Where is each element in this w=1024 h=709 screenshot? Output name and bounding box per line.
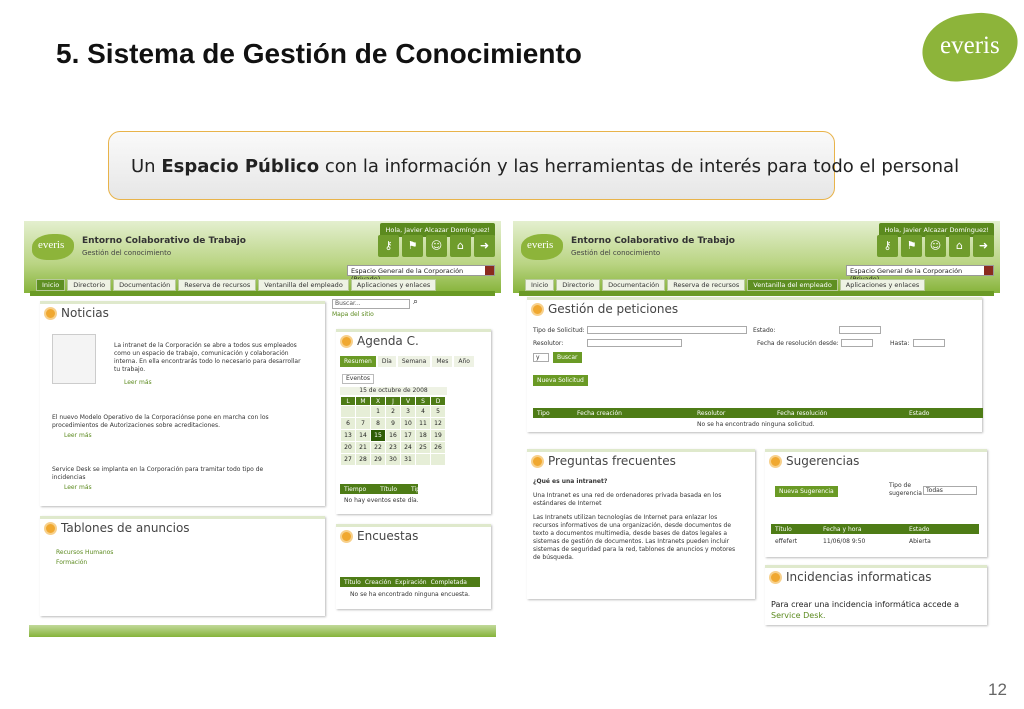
news-title: Noticias: [61, 306, 109, 320]
surveys-icon: [340, 530, 353, 543]
new-request-button[interactable]: Nueva Solicitud: [533, 375, 588, 386]
portal-logo: everis: [32, 234, 74, 260]
everis-logo: [922, 14, 1018, 80]
and-or-select[interactable]: y: [533, 353, 549, 362]
calendar-day[interactable]: 28: [356, 454, 371, 466]
home-icon[interactable]: ⌂: [949, 235, 970, 257]
faq-answer-2: Las Intranets utilizan tecnologías de Internet para enlazar los recursos informativos de una organización, desde documentos de texto a documentos multimedia, desde bases de datos legales a sistemas de gestión de documentos. Las Intranets pueden incluir sistemas de seguridad para la red, tablones de anuncios y motores de búsqueda.: [533, 514, 736, 561]
calendar-day[interactable]: 23: [386, 442, 401, 454]
suggestions-panel: [765, 449, 987, 557]
incidents-text: Para crear una incidencia informática accede a: [771, 600, 960, 609]
requests-table-header: Tipo Fecha creación Resolutor Fecha resolución Estado: [533, 408, 983, 418]
calendar-day[interactable]: 6: [341, 418, 356, 430]
main-tabs: [36, 279, 495, 291]
calendar-day[interactable]: 27: [341, 454, 356, 466]
page-number: 12: [988, 680, 1007, 699]
calendar-day[interactable]: 16: [386, 430, 401, 442]
events-table-header: Tiempo Título Tipo: [340, 484, 418, 494]
home-icon[interactable]: ⌂: [450, 235, 471, 257]
resolver-label: Resolutor:: [533, 340, 564, 347]
weekday-header: L: [341, 397, 356, 406]
app-subtitle: Gestión del conocimiento: [82, 249, 172, 257]
calendar-day[interactable]: 26: [431, 442, 446, 454]
state-select[interactable]: [839, 326, 881, 334]
calendar-day[interactable]: 5: [431, 406, 446, 418]
space-select[interactable]: Espacio General de la Corporación: [846, 265, 994, 276]
calendar-day[interactable]: 8: [371, 418, 386, 430]
slide-title: 5. Sistema de Gestión de Conocimiento: [56, 38, 582, 69]
news-2: El nuevo Modelo Operativo de la Corporaciónse pone en marcha con los procedimientos de Autorizaciones sobre acreditaciones.: [52, 414, 269, 429]
agenda-tab-semana[interactable]: Semana: [398, 356, 431, 367]
calendar-day[interactable]: 7: [356, 418, 371, 430]
faq-answer-1: Una Intranet es una red de ordenadores privada basada en los estándares de Internet: [533, 492, 722, 507]
tab-reserva[interactable]: Reserva de recursos: [667, 279, 745, 291]
calendar-day: [356, 406, 371, 418]
agenda-title: Agenda C.: [357, 334, 419, 348]
calendar-day[interactable]: 14: [356, 430, 371, 442]
incidents-icon: [769, 571, 782, 584]
calendar-day[interactable]: 21: [356, 442, 371, 454]
agenda-tab-mes[interactable]: Mes: [432, 356, 452, 367]
search-icon[interactable]: ⌕: [413, 297, 419, 307]
news-icon: [44, 307, 57, 320]
agenda-tab-resumen[interactable]: Resumen: [340, 356, 376, 367]
incidents-title: Incidencias informaticas: [786, 570, 932, 584]
suggestions-icon: [769, 455, 782, 468]
tab-bar: [519, 291, 994, 296]
calendar-date: 15 de octubre de 2008: [340, 387, 447, 395]
calendar-day[interactable]: 24: [401, 442, 416, 454]
calendar-day[interactable]: 13: [341, 430, 356, 442]
tab-bar: [30, 291, 495, 296]
calendar-day[interactable]: 29: [371, 454, 386, 466]
faq-panel: [527, 449, 755, 599]
resolution-from-label: Fecha de resolución desde:: [757, 340, 839, 347]
tab-directorio[interactable]: Directorio: [67, 279, 111, 291]
suggestions-title: Sugerencias: [786, 454, 860, 468]
news-panel: [40, 301, 325, 506]
read-more-2[interactable]: Leer más: [64, 432, 92, 439]
faq-title: Preguntas frecuentes: [548, 454, 676, 468]
flag-icon[interactable]: ⚑: [901, 235, 922, 257]
calendar-day[interactable]: 15: [371, 430, 386, 442]
tab-documentacion[interactable]: Documentación: [113, 279, 176, 291]
boards-icon: [44, 522, 57, 535]
agenda-tab-dia[interactable]: Día: [378, 356, 396, 367]
callout-box: [108, 131, 960, 200]
calendar-day[interactable]: 1: [371, 406, 386, 418]
board-link-rrhh[interactable]: Recursos Humanos: [56, 549, 114, 556]
key-icon[interactable]: ⚷: [877, 235, 898, 257]
app-title: Entorno Colaborativo de Trabajo: [571, 236, 735, 246]
users-icon[interactable]: ☺: [925, 235, 946, 257]
suggestion-type-select[interactable]: Todas: [923, 486, 977, 495]
faq-icon: [531, 455, 544, 468]
suggestion-type-label: Tipo de sugerencia: [889, 482, 922, 497]
calendar-day[interactable]: 2: [386, 406, 401, 418]
weekday-header: D: [431, 397, 446, 406]
app-title: Entorno Colaborativo de Trabajo: [82, 236, 246, 246]
requests-panel: [527, 297, 982, 432]
user-greeting: Hola, Javier Alcazar Domínguez!: [380, 223, 495, 237]
calendar-day[interactable]: 10: [401, 418, 416, 430]
key-icon[interactable]: ⚷: [378, 235, 399, 257]
requests-title: Gestión de peticiones: [548, 302, 679, 316]
app-subtitle: Gestión del conocimiento: [571, 249, 661, 257]
space-select[interactable]: Espacio General de la Corporación: [347, 265, 495, 276]
calendar-day[interactable]: 4: [416, 406, 431, 418]
tab-reserva[interactable]: Reserva de recursos: [178, 279, 256, 291]
tab-inicio[interactable]: Inicio: [36, 279, 65, 291]
surveys-table-header: Título Creación Expiración Completada: [340, 577, 480, 587]
calendar-day[interactable]: 12: [431, 418, 446, 430]
exit-icon[interactable]: ➜: [973, 235, 994, 257]
calendar-day[interactable]: 17: [401, 430, 416, 442]
news-1: La intranet de la Corporación se abre a todos sus empleados como un espacio de trabajo, comunicación y colaboración interna. En ella encontrarás todo lo necesario para desarrollar tu trabajo.: [114, 342, 301, 373]
users-icon[interactable]: ☺: [426, 235, 447, 257]
suggestions-table-header: Título Fecha y hora Estado: [771, 524, 979, 534]
weekday-header: J: [386, 397, 401, 406]
screenshot-employee-desk: [513, 221, 1000, 625]
calendar-day[interactable]: 11: [416, 418, 431, 430]
search-button[interactable]: Buscar: [553, 352, 582, 363]
tab-aplicaciones[interactable]: Aplicaciones y enlaces: [351, 279, 436, 291]
events-tab[interactable]: Eventos: [342, 374, 374, 384]
portal-logo: everis: [521, 234, 563, 260]
sitemap-link[interactable]: Mapa del sitio: [332, 311, 374, 318]
calendar-day[interactable]: 18: [416, 430, 431, 442]
until-input[interactable]: [913, 339, 945, 347]
calendar-day[interactable]: 19: [431, 430, 446, 442]
tab-aplicaciones[interactable]: Aplicaciones y enlaces: [840, 279, 925, 291]
requests-icon: [531, 303, 544, 316]
calendar-grid: [340, 396, 446, 466]
state-label: Estado:: [753, 327, 776, 334]
callout-bold: Espacio Público: [161, 156, 320, 177]
calendar-day[interactable]: 31: [401, 454, 416, 466]
logo-text: everis: [940, 32, 1000, 59]
read-more-3[interactable]: Leer más: [64, 484, 92, 491]
calendar-day: [416, 454, 431, 466]
flag-icon[interactable]: ⚑: [402, 235, 423, 257]
search-input[interactable]: Buscar...: [332, 299, 410, 309]
request-type-label: Tipo de Solicitud:: [533, 327, 585, 334]
news-3: Service Desk se implanta en la Corporación para tramitar todo tipo de incidencias: [52, 466, 264, 481]
faq-question: ¿Qué es una intranet?: [533, 478, 608, 485]
read-more-1[interactable]: Leer más: [124, 379, 152, 386]
agenda-icon: [340, 335, 353, 348]
surveys-panel: [336, 524, 491, 609]
calendar-day[interactable]: 3: [401, 406, 416, 418]
tab-ventanilla[interactable]: Ventanilla del empleado: [258, 279, 349, 291]
calendar-day: [431, 454, 446, 466]
suggestion-row[interactable]: effefert 11/06/08 9:50 Abierta: [775, 538, 931, 545]
weekday-header: S: [416, 397, 431, 406]
calendar-day: [341, 406, 356, 418]
until-label: Hasta:: [890, 340, 910, 347]
request-type-select[interactable]: [587, 326, 747, 334]
incidents-panel: [765, 565, 987, 625]
weekday-header: X: [371, 397, 386, 406]
no-requests: No se ha encontrado ninguna solicitud.: [697, 421, 815, 428]
calendar-day[interactable]: 25: [416, 442, 431, 454]
calendar-day[interactable]: 9: [386, 418, 401, 430]
tab-directorio[interactable]: Directorio: [556, 279, 600, 291]
board-link-formacion[interactable]: Formación: [56, 559, 88, 566]
user-greeting: Hola, Javier Alcazar Domínguez!: [879, 223, 994, 237]
weekday-header: M: [356, 397, 371, 406]
no-surveys: No se ha encontrado ninguna encuesta.: [350, 591, 470, 598]
resolver-input[interactable]: [587, 339, 682, 347]
surveys-title: Encuestas: [357, 529, 419, 543]
boards-title: Tablones de anuncios: [61, 521, 190, 535]
calendar-day[interactable]: 22: [371, 442, 386, 454]
exit-icon[interactable]: ➜: [474, 235, 495, 257]
calendar-day[interactable]: 30: [386, 454, 401, 466]
agenda-tab-anio[interactable]: Año: [454, 356, 474, 367]
no-events: No hay eventos este día.: [344, 497, 419, 504]
boards-panel: [40, 516, 325, 616]
resolution-from-input[interactable]: [841, 339, 873, 347]
calendar-day[interactable]: 20: [341, 442, 356, 454]
tab-inicio[interactable]: Inicio: [525, 279, 554, 291]
main-tabs: [525, 279, 994, 291]
news-thumbnail: [52, 334, 96, 384]
screenshot-portal-home: [24, 221, 501, 641]
footer-bar: [29, 625, 496, 637]
tab-ventanilla[interactable]: Ventanilla del empleado: [747, 279, 838, 291]
tab-documentacion[interactable]: Documentación: [602, 279, 665, 291]
weekday-header: V: [401, 397, 416, 406]
new-suggestion-button[interactable]: Nueva Sugerencia: [775, 486, 838, 497]
service-desk-link[interactable]: Service Desk.: [771, 611, 826, 620]
callout-text: Un Espacio Público con la información y las herramientas de interés para todo el personal: [131, 156, 960, 177]
agenda-panel: [336, 329, 491, 514]
